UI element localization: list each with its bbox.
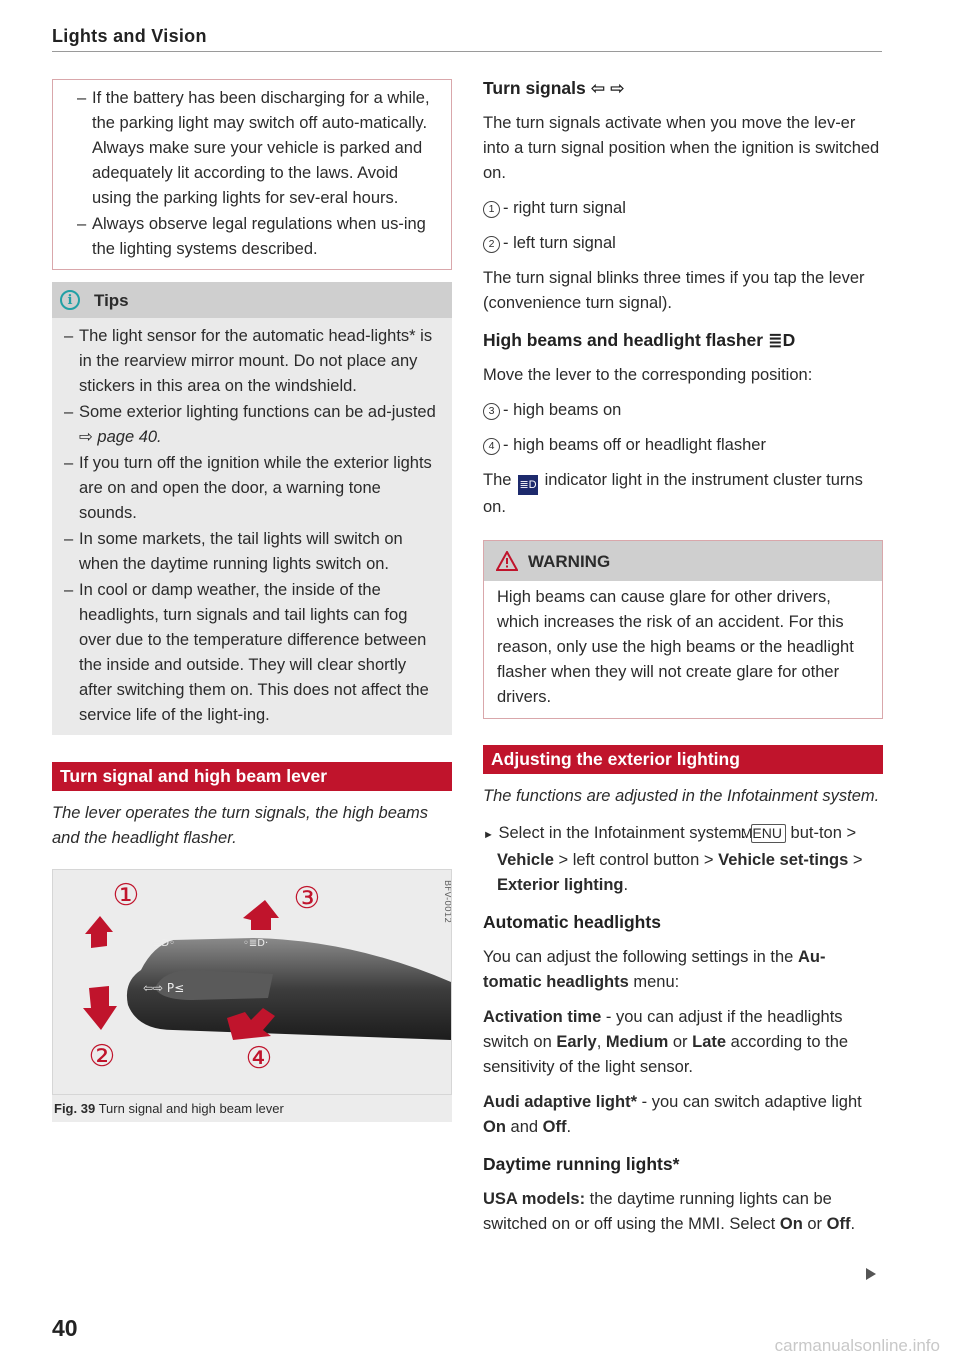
option-off: Off xyxy=(542,1118,567,1136)
figure-label: Fig. 39 xyxy=(54,1101,96,1116)
text: and xyxy=(510,1118,539,1136)
warning-title: WARNING xyxy=(528,551,611,571)
indicator-pre: The xyxy=(483,471,512,489)
auto-headlights-intro xyxy=(483,945,883,995)
figure-caption-text: Turn signal and high beam lever xyxy=(98,1101,284,1116)
figure-code: BFV-0012 xyxy=(442,880,451,924)
step-text: > xyxy=(852,851,863,869)
warning-item: – Always observe legal regulations when us-ing the lighting systems described. xyxy=(65,212,437,262)
turn-signal-item-text: - right turn signal xyxy=(503,199,626,217)
text: or xyxy=(807,1215,823,1233)
text: according to the sensitivity of the light sensor. xyxy=(483,1033,849,1076)
warning-triangle-icon xyxy=(496,551,518,571)
warning-continuation-box xyxy=(52,79,452,270)
turn-signal-item xyxy=(483,196,883,221)
option-on: On xyxy=(483,1118,506,1136)
number-circle: 3 xyxy=(483,403,500,420)
warning-item: – If the battery has been discharging for a while, the parking light may switch off auto-matically. Always make sure your vehicle is parked and adequately lit according to the laws. Avoid using the parking lights for sev-eral hours. xyxy=(65,86,437,211)
text: the daytime running lights can be switched on or off using the MMI. Select xyxy=(483,1190,832,1233)
figure-lever xyxy=(52,869,452,1095)
tips-item-text: Some exterior lighting functions can be ad-justed xyxy=(79,403,436,421)
text: menu: xyxy=(633,973,680,991)
step-text: Select in the Infotainment system: xyxy=(498,824,747,842)
lever-symbol: ◦≣D· xyxy=(243,938,269,949)
tips-item xyxy=(52,400,442,450)
warning-box xyxy=(483,540,883,719)
turn-signals-heading: Turn signals ⇦ ⇨ xyxy=(483,78,625,98)
marker-2: ② xyxy=(88,1039,116,1074)
turn-signal-item-text: - left turn signal xyxy=(503,234,616,252)
step-arrow-icon: ► xyxy=(483,829,494,841)
menu-key[interactable]: MENU xyxy=(751,824,786,843)
marker-1: ① xyxy=(112,878,140,913)
watermark: carmanualsonline.info xyxy=(774,1336,940,1355)
text: You can adjust the following settings in the xyxy=(483,948,794,966)
warning-body: High beams can cause glare for other drivers, which increases the risk of an accident. For this reason, only use the high beams or the headlight flasher when they will not create glare for other drivers. xyxy=(497,588,854,706)
turn-signal-item xyxy=(483,231,883,256)
continue-arrow-icon xyxy=(866,1268,876,1280)
tips-title: Tips xyxy=(94,290,129,310)
adjusting-section-title: Adjusting the exterior lighting xyxy=(483,745,883,774)
tips-item: – If you turn off the ignition while the exterior lights are on and open the door, a warning tone sounds. xyxy=(52,451,442,526)
tips-box xyxy=(52,282,452,735)
text: or xyxy=(672,1033,688,1051)
high-beam-indicator-icon: ≣D xyxy=(518,475,538,495)
page-header-title: Lights and Vision xyxy=(52,26,207,46)
number-circle: 2 xyxy=(483,236,500,253)
arrow-down-icon xyxy=(83,986,117,1030)
high-beam-item xyxy=(483,433,883,458)
activation-time-para: Activation time - you can adjust if the headlights switch on Early, Medium or Late according to the sensitivity of the light sensor. xyxy=(483,1008,849,1076)
bold-text: Au-tomatic headlights xyxy=(483,948,826,991)
high-beam-item xyxy=(483,398,883,423)
arrow-up-right-icon xyxy=(243,900,279,930)
option-medium: Medium xyxy=(605,1033,669,1051)
drl-heading: Daytime running lights* xyxy=(483,1154,680,1174)
drl-para xyxy=(483,1187,883,1237)
adaptive-light-para xyxy=(483,1090,883,1140)
tips-item: – The light sensor for the automatic head-lights* is in the rearview mirror mount. Do not place any stickers in this area on the windshield. xyxy=(52,324,442,399)
high-beams-heading: High beams and headlight flasher ≣D xyxy=(483,330,796,350)
adjusting-step xyxy=(483,821,883,898)
indicator-post: indicator light in the instrument cluster turns on. xyxy=(483,471,863,516)
option-off: Off xyxy=(826,1215,851,1233)
step-text: . xyxy=(623,876,629,894)
lever-symbol: ⇦⇨ P≤ xyxy=(143,981,185,995)
number-circle: 4 xyxy=(483,438,500,455)
adjusting-intro: The functions are adjusted in the Infotainment system. xyxy=(483,787,880,805)
usa-models-label: USA models: xyxy=(483,1190,586,1208)
marker-4: ④ xyxy=(245,1041,273,1076)
marker-3: ③ xyxy=(293,881,321,916)
turn-signals-body: The turn signals activate when you move the lev-er into a turn signal position when the ignition is switched on. xyxy=(483,114,880,182)
header-rule xyxy=(52,51,882,52)
high-beam-item-text: - high beams on xyxy=(503,401,622,419)
option-early: Early xyxy=(556,1033,597,1051)
text: - you can adjust if the headlights switch on xyxy=(483,1008,843,1051)
step-text: but-ton > xyxy=(790,824,857,842)
indicator-sentence xyxy=(483,468,883,520)
menu-path-vehicle: Vehicle xyxy=(497,851,554,869)
tips-header xyxy=(52,282,452,318)
page-number: 40 xyxy=(52,1315,78,1341)
right-column xyxy=(483,76,883,1237)
number-circle: 1 xyxy=(483,201,500,218)
text: . xyxy=(566,1118,572,1136)
lever-illustration xyxy=(53,870,451,1094)
section-title: Turn signal and high beam lever xyxy=(52,762,452,791)
warning-header xyxy=(484,541,882,581)
option-on: On xyxy=(779,1215,803,1233)
arrow-up-icon xyxy=(85,916,113,948)
info-icon: i xyxy=(60,290,80,310)
adaptive-light-label: Audi adaptive light* xyxy=(483,1093,638,1111)
menu-path-exterior-lighting: Exterior lighting xyxy=(497,876,624,894)
section-intro: The lever operates the turn signals, the high beams and the headlight flasher. xyxy=(52,804,429,847)
tips-item: – In cool or damp weather, the inside of the headlights, turn signals and tail lights can fog over due to the temperature difference between the inside and outside. They will clear shortly after switching them on. This does not affect the service life of the light-ing. xyxy=(52,578,442,728)
figure-caption xyxy=(52,1095,452,1122)
left-column xyxy=(52,79,452,1122)
text: - you can switch adaptive light xyxy=(641,1093,862,1111)
step-text: > left control button > xyxy=(558,851,714,869)
high-beams-body: Move the lever to the corresponding position: xyxy=(483,366,813,384)
text: . xyxy=(850,1215,856,1233)
page-link[interactable]: ⇨ page 40. xyxy=(79,428,162,446)
high-beam-item-text: - high beams off or headlight flasher xyxy=(503,436,766,454)
menu-path-vehicle-settings: Vehicle set-tings xyxy=(718,851,849,869)
auto-headlights-heading: Automatic headlights xyxy=(483,912,661,932)
activation-time-label: Activation time xyxy=(483,1008,602,1026)
lever-symbol: ≣D◦ xyxy=(153,938,175,949)
turn-signals-note: The turn signal blinks three times if you tap the lever (convenience turn signal). xyxy=(483,269,865,312)
option-late: Late xyxy=(692,1033,727,1051)
tips-item: – In some markets, the tail lights will switch on when the daytime running lights switch on. xyxy=(52,527,442,577)
